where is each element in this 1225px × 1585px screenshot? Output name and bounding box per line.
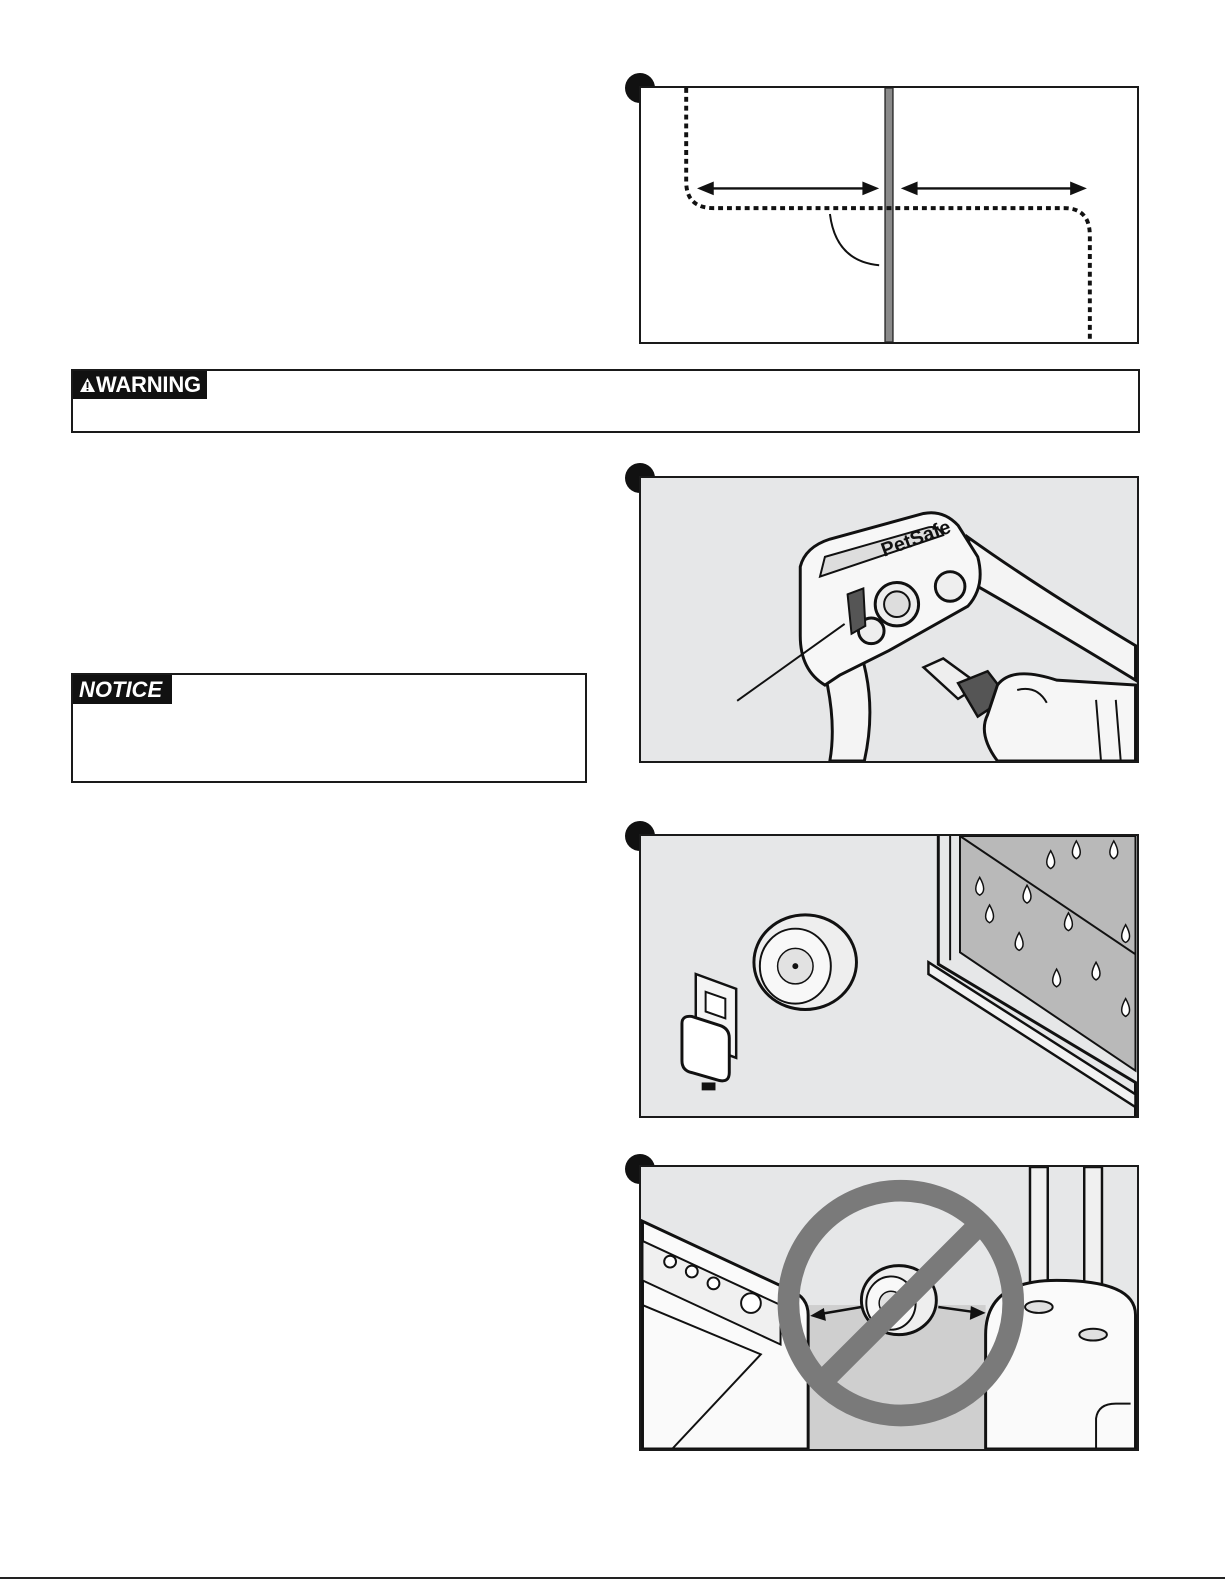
vertical-post bbox=[885, 88, 893, 342]
boundary-wire-diagram bbox=[639, 86, 1139, 344]
page-bottom-rule bbox=[0, 1577, 1225, 1579]
power-adapter bbox=[682, 1016, 729, 1081]
brand-logo: PetSafe bbox=[878, 516, 954, 562]
collar-charging-svg bbox=[641, 478, 1137, 761]
collar-button-right bbox=[935, 572, 965, 602]
boundary-wire-svg bbox=[641, 88, 1137, 342]
charging-port-cover bbox=[848, 588, 866, 633]
collar-charging-illustration bbox=[639, 476, 1139, 763]
notice-tag: NOTICE bbox=[73, 675, 172, 704]
warning-label: WARNING bbox=[96, 372, 201, 397]
avoid-appliances-svg bbox=[641, 1167, 1137, 1449]
angle-indicator bbox=[830, 214, 879, 265]
warning-triangle-icon bbox=[79, 377, 96, 393]
transmitter-avoid-appliances-illustration bbox=[639, 1165, 1139, 1451]
hand bbox=[984, 674, 1135, 761]
warning-callout bbox=[71, 369, 1140, 433]
window-glass bbox=[960, 836, 1135, 1071]
collar-strap-right bbox=[968, 537, 1136, 680]
notice-callout bbox=[71, 673, 587, 783]
transmitter-placement-svg bbox=[641, 836, 1137, 1116]
transmitter-placement-illustration bbox=[639, 834, 1139, 1118]
warning-tag bbox=[73, 371, 207, 399]
